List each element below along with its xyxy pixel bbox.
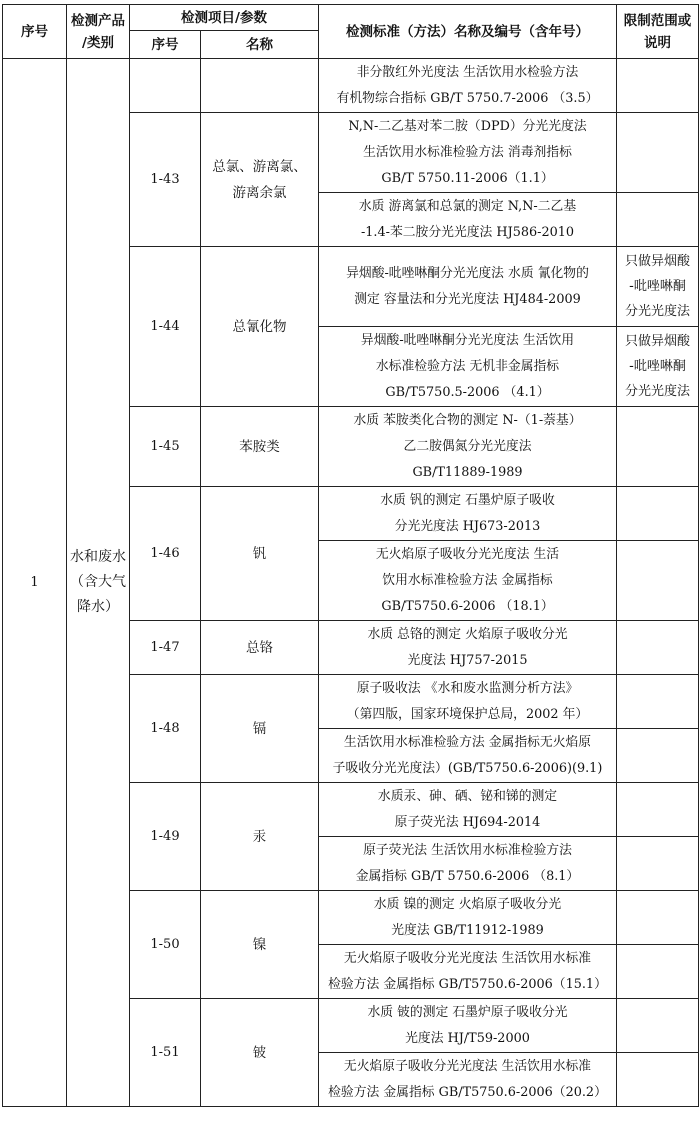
standard-line: 原子吸收法 《水和废水监测分析方法》 [356, 680, 579, 696]
standard-line: GB/T 5750.11-2006（1.1） [381, 170, 554, 186]
standard-cell [319, 407, 617, 487]
standard-cell [319, 891, 617, 945]
standard-line: 非分散红外光度法 生活饮用水检验方法 [356, 64, 579, 80]
standard-cell [319, 59, 617, 113]
standard-line: 无火焰原子吸收分光光度法 生活 [375, 546, 560, 562]
limit-cell [617, 621, 699, 675]
item-name [201, 247, 319, 407]
standard-line: （第四版，国家环境保护总局，2002 年） [346, 706, 589, 722]
header-limit [617, 5, 699, 59]
header-limit-line2: 说明 [644, 34, 671, 51]
standard-line: 生活饮用水标准检验方法 消毒剂指标 [363, 144, 572, 160]
limit-cell [617, 327, 699, 407]
standard-cell [319, 1053, 617, 1107]
standard-line: 异烟酸-吡唑啉酮分光光度法 水质 氰化物的 [346, 265, 589, 281]
item-no: 1-44 [130, 247, 201, 407]
limit-cell [617, 837, 699, 891]
standard-line: 无火焰原子吸收分光光度法 生活饮用水标准 [343, 1058, 592, 1074]
category-name [67, 59, 130, 1107]
standard-line: 子吸收分光光度法）(GB/T5750.6-2006)(9.1) [332, 760, 603, 776]
standard-line: 水质汞、砷、硒、铋和锑的测定 [377, 788, 558, 804]
item-name-line: 镉 [252, 720, 267, 737]
header-limit-line1: 限制范围或 [623, 12, 692, 29]
category-name-line: （含大气 [70, 574, 126, 590]
limit-cell [617, 783, 699, 837]
item-no: 1-49 [130, 783, 201, 891]
limit-cell [617, 891, 699, 945]
item-name-empty [201, 59, 319, 113]
item-name [201, 999, 319, 1107]
standard-line: 金属指标 GB/T 5750.6-2006 （8.1） [355, 868, 580, 884]
standard-line: 异烟酸-吡唑啉酮分光光度法 生活饮用 [360, 332, 575, 348]
standard-cell [319, 675, 617, 729]
header-param-seq: 序号 [130, 31, 201, 59]
limit-cell [617, 945, 699, 999]
category-seq: 1 [3, 59, 67, 1107]
category-name-line: 降水） [77, 599, 119, 615]
table-body [3, 59, 699, 1107]
header-product-line2: /类别 [82, 34, 114, 51]
item-name-line: 镍 [252, 936, 267, 953]
standard-cell [319, 327, 617, 407]
standard-line: 饮用水标准检验方法 金属指标 [382, 572, 553, 588]
item-no: 1-45 [130, 407, 201, 487]
standard-line: 光度法 GB/T11912-1989 [391, 922, 544, 938]
item-name-line: 铍 [252, 1044, 267, 1061]
limit-cell [617, 1053, 699, 1107]
standard-line: 水质 铍的测定 石墨炉原子吸收分光 [367, 1004, 568, 1020]
standard-line: 水标准检验方法 无机非金属指标 [375, 358, 560, 374]
item-name-line: 总铬 [246, 639, 273, 656]
standard-cell [319, 541, 617, 621]
standard-line: 检验方法 金属指标 GB/T5750.6-2006（20.2） [328, 1084, 607, 1100]
table-row [3, 59, 699, 113]
standard-line: 乙二胺偶氮分光光度法 [403, 438, 532, 454]
limit-line: 只做异烟酸 [624, 254, 690, 269]
standard-cell [319, 999, 617, 1053]
item-name-line: 总氰化物 [232, 318, 287, 335]
header-standard: 检测标准（方法）名称及编号（含年号） [319, 5, 617, 59]
header-seq: 序号 [3, 5, 67, 59]
standard-line: 生活饮用水标准检验方法 金属指标无火焰原 [343, 734, 592, 750]
item-name [201, 407, 319, 487]
standard-line: 有机物综合指标 GB/T 5750.7-2006 （3.5） [336, 90, 599, 106]
header-product [67, 5, 130, 59]
standard-line: -1.4-苯二胺分光光度法 HJ586-2010 [360, 224, 575, 240]
standard-line: 无火焰原子吸收分光光度法 生活饮用水标准 [343, 950, 592, 966]
standard-cell [319, 193, 617, 247]
standard-line: 检验方法 金属指标 GB/T5750.6-2006（15.1） [328, 976, 607, 992]
item-no-empty [130, 59, 201, 113]
standard-line: 原子荧光法 生活饮用水标准检验方法 [363, 842, 572, 858]
standard-line: 水质 钒的测定 石墨炉原子吸收 [380, 492, 555, 508]
limit-line: 只做异烟酸 [624, 334, 690, 349]
limit-cell [617, 729, 699, 783]
item-no: 1-46 [130, 487, 201, 621]
limit-line: -吡唑啉酮 [629, 359, 686, 374]
limit-cell [617, 999, 699, 1053]
item-no: 1-47 [130, 621, 201, 675]
standard-line: 水质 游离氯和总氯的测定 N,N-二乙基 [358, 198, 577, 214]
limit-cell [617, 247, 699, 327]
standard-line: 水质 总铬的测定 火焰原子吸收分光 [367, 626, 568, 642]
item-no: 1-50 [130, 891, 201, 999]
standard-cell [319, 837, 617, 891]
limit-cell [617, 407, 699, 487]
item-name-line: 总氯、游离氯、 [212, 158, 307, 175]
standard-line: GB/T5750.5-2006 （4.1） [385, 384, 550, 400]
standard-line: GB/T5750.6-2006 （18.1） [381, 598, 554, 614]
limit-line: -吡唑啉酮 [629, 279, 686, 294]
standard-cell [319, 487, 617, 541]
item-no: 1-48 [130, 675, 201, 783]
limit-cell [617, 113, 699, 193]
standard-cell [319, 729, 617, 783]
item-name [201, 487, 319, 621]
item-name-line: 汞 [252, 828, 267, 845]
limit-cell [617, 541, 699, 621]
standard-line: 分光光度法 HJ673-2013 [394, 518, 541, 534]
standard-cell [319, 783, 617, 837]
item-name-line: 钒 [252, 545, 267, 562]
item-no: 1-43 [130, 113, 201, 247]
item-name [201, 891, 319, 999]
qualification-table [2, 4, 699, 1107]
item-name-line: 苯胺类 [239, 438, 280, 455]
limit-cell [617, 487, 699, 541]
item-no: 1-51 [130, 999, 201, 1107]
item-name [201, 675, 319, 783]
standard-line: 光度法 HJ/T59-2000 [405, 1030, 530, 1046]
header-product-line1: 检测产品 [71, 12, 125, 29]
limit-line: 分光光度法 [624, 304, 690, 319]
standard-line: 测定 容量法和分光光度法 HJ484-2009 [354, 291, 581, 307]
header-param-name: 名称 [201, 31, 319, 59]
limit-line: 分光光度法 [624, 384, 690, 399]
standard-cell [319, 247, 617, 327]
item-name [201, 113, 319, 247]
item-name [201, 783, 319, 891]
limit-cell [617, 59, 699, 113]
standard-line: 水质 苯胺类化合物的测定 N-（1-萘基） [353, 412, 582, 428]
category-name-line: 水和废水 [70, 549, 126, 565]
item-name [201, 621, 319, 675]
standard-cell [319, 621, 617, 675]
standard-line: 水质 镍的测定 火焰原子吸收分光 [373, 896, 562, 912]
limit-cell [617, 193, 699, 247]
standard-line: 原子荧光法 HJ694-2014 [394, 814, 541, 830]
item-name-line: 游离余氯 [232, 184, 287, 201]
standard-cell [319, 945, 617, 999]
standard-line: GB/T11889-1989 [412, 464, 523, 480]
limit-cell [617, 675, 699, 729]
standard-cell [319, 113, 617, 193]
standard-line: 光度法 HJ757-2015 [407, 652, 528, 668]
standard-line: N,N-二乙基对苯二胺（DPD）分光光度法 [348, 118, 587, 134]
header-param-group: 检测项目/参数 [130, 5, 319, 31]
